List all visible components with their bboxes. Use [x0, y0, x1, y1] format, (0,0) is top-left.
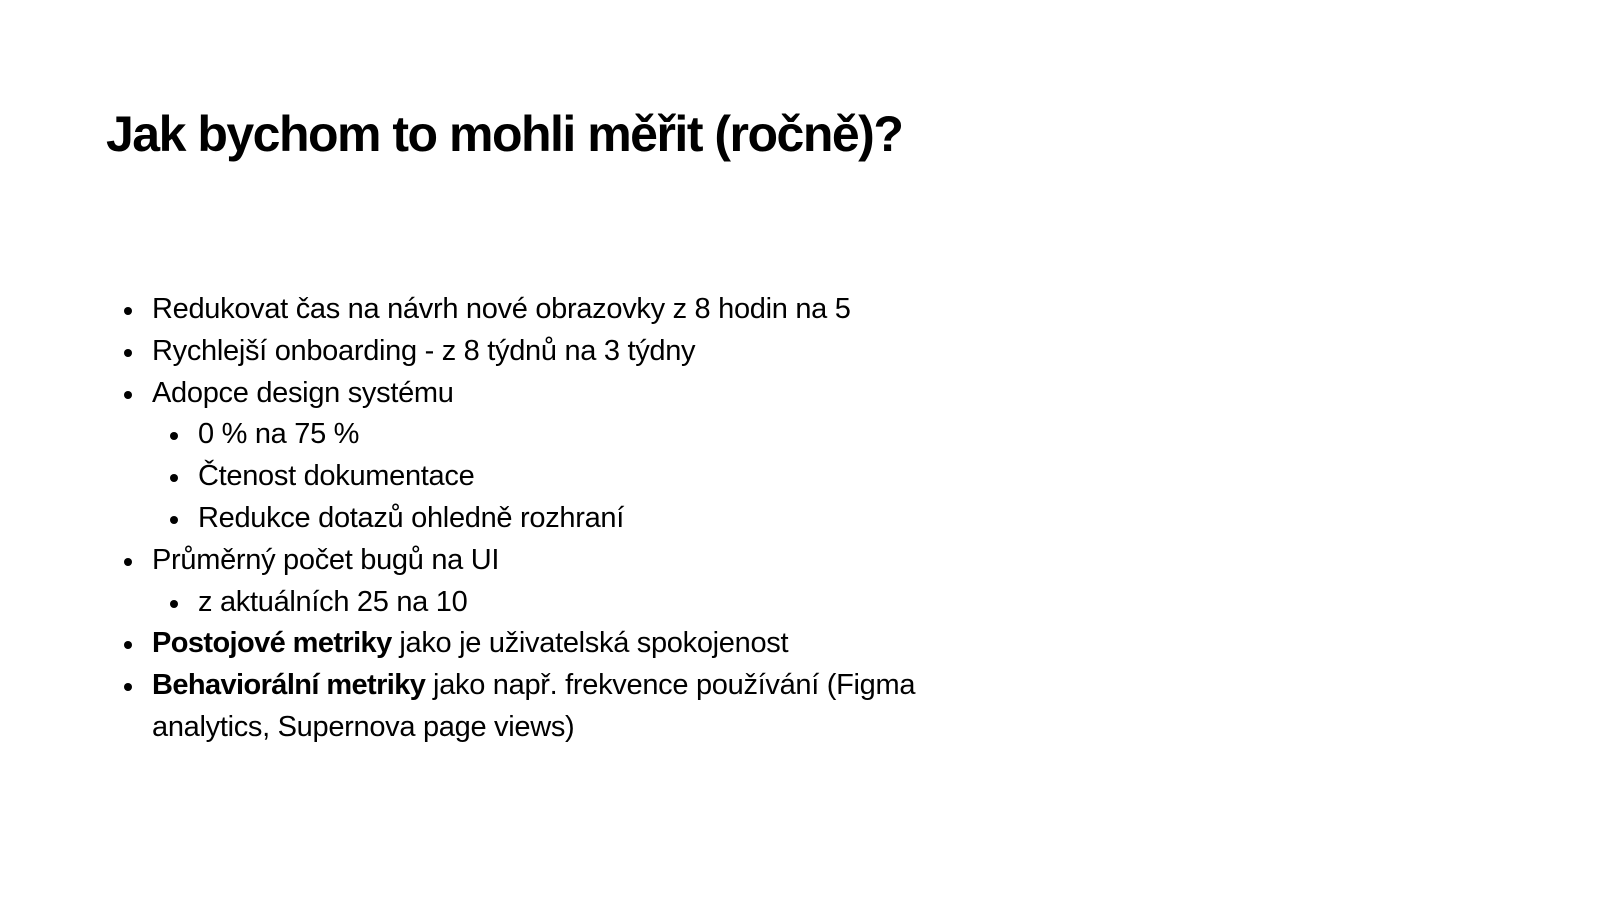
bullet-item: [106, 665, 1006, 749]
bullet-item: [106, 373, 1006, 415]
bullet-text: jako např. frekvence používání (Figma analytics, Supernova page views): [152, 669, 916, 743]
bullet-text: Čtenost dokumentace: [198, 460, 475, 493]
bullet-text: 0 % na 75 %: [198, 418, 360, 451]
sub-bullet-item: [106, 456, 1006, 498]
bullet-item: [106, 331, 1006, 373]
bullet-list: [106, 289, 1006, 749]
bullet-text: Rychlejší onboarding - z 8 týdnů na 3 týdny: [152, 334, 696, 367]
bullet-item: [106, 289, 1006, 331]
bullet-text: jako je uživatelská spokojenost: [391, 627, 789, 660]
bullet-bold-text: Behaviorální metriky: [152, 669, 426, 702]
bullet-text: Průměrný počet bugů na UI: [152, 543, 500, 576]
bullet-bold-text: Postojové metriky: [152, 627, 392, 660]
bullet-text: Redukce dotazů ohledně rozhraní: [198, 501, 624, 534]
bullet-item: [106, 540, 1006, 582]
bullet-text: Adopce design systému: [152, 376, 454, 409]
bullet-item: [106, 623, 1006, 665]
bullet-text: Redukovat čas na návrh nové obrazovky z 8 hodin na 5: [152, 293, 851, 325]
bullet-text: z aktuálních 25 na 10: [198, 585, 468, 618]
sub-bullet-item: [106, 498, 1006, 540]
slide-title: Jak bychom to mohli měřit (ročně)?: [106, 106, 903, 162]
sub-bullet-item: [106, 582, 1006, 624]
sub-bullet-item: [106, 414, 1006, 456]
